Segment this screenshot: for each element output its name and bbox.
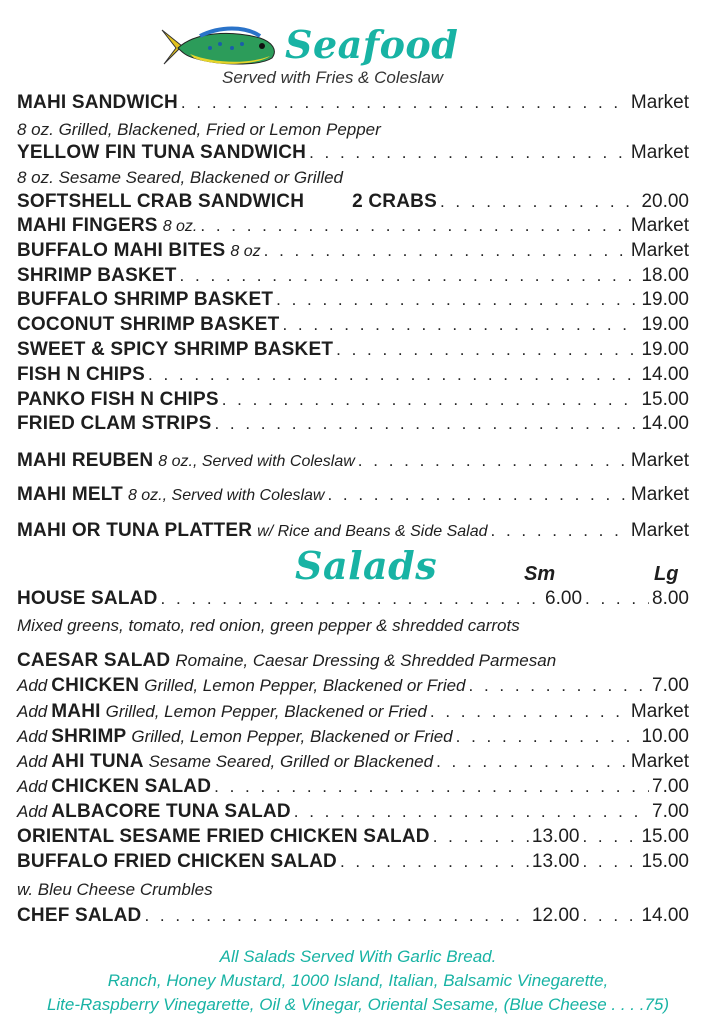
item-note: 8 oz. [162, 218, 198, 235]
item-price: Market [630, 142, 689, 163]
item-price-large: 14.00 [641, 905, 689, 926]
leader-dots [469, 676, 650, 696]
leader-dots [436, 752, 628, 772]
item-description: 8 oz. Sesame Seared, Blackened or Grilled [17, 168, 344, 187]
item-note: Grilled, Lemon Pepper, Blackened or Fried [144, 676, 466, 695]
leader-dots [148, 365, 638, 385]
item-name: MAHI [51, 701, 101, 722]
seafood-subtitle: Served with Fries & Coleslaw [222, 68, 444, 87]
item-name: MAHI FINGERS [17, 215, 158, 236]
item-description: w. Bleu Cheese Crumbles [17, 880, 213, 899]
item-name: MAHI MELT [17, 484, 123, 505]
item-name: YELLOW FIN TUNA SANDWICH [17, 142, 307, 163]
menu-item [17, 851, 689, 875]
item-price: 7.00 [652, 675, 689, 696]
leader-dots [276, 290, 638, 310]
item-name: BUFFALO FRIED CHICKEN SALAD [17, 851, 337, 872]
item-price: 7.00 [652, 801, 689, 822]
item-extra: 2 CRABS [352, 191, 437, 212]
item-name: ORIENTAL SESAME FRIED CHICKEN SALAD [17, 826, 430, 847]
item-name: CHICKEN [51, 675, 140, 696]
item-name: PANKO FISH N CHIPS [17, 389, 219, 410]
leader-dots [358, 451, 628, 471]
item-price: Market [630, 484, 689, 505]
seafood-title: Seafood [285, 22, 459, 67]
menu-item [17, 240, 689, 264]
menu-item [17, 801, 689, 825]
menu-item [17, 588, 689, 612]
item-name: MAHI REUBEN [17, 450, 154, 471]
item-note: Grilled, Lemon Pepper, Blackened or Fried [105, 702, 427, 721]
menu-item [17, 701, 689, 725]
dressing-footer [0, 945, 716, 1017]
column-head-small: Sm [524, 563, 556, 585]
add-prefix: Add [17, 777, 48, 796]
item-name: FRIED CLAM STRIPS [17, 413, 212, 434]
add-prefix: Add [17, 752, 48, 771]
item-description: Mixed greens, tomato, red onion, green pepper & shredded carrots [17, 616, 520, 635]
item-name: SHRIMP [51, 726, 127, 747]
leader-dots [582, 827, 638, 847]
add-prefix: Add [17, 727, 48, 746]
item-name: CHEF SALAD [17, 905, 142, 926]
item-name: MAHI SANDWICH [17, 92, 178, 113]
item-price: Market [630, 215, 689, 236]
item-price-small: 13.00 [531, 851, 580, 872]
item-name: BUFFALO SHRIMP BASKET [17, 289, 274, 310]
item-note: Romaine, Caesar Dressing & Shredded Parmesan [175, 651, 557, 670]
leader-dots [264, 241, 628, 261]
leader-dots [582, 906, 638, 926]
item-name: HOUSE SALAD [17, 588, 158, 609]
footer-line-3: Lite-Raspberry Vinegarette, Oil & Vinegar, Oriental Sesame, (Blue Cheese . . . .75) [46, 995, 670, 1014]
item-price-large: 15.00 [641, 851, 689, 872]
menu-item [17, 520, 689, 544]
column-head-large: Lg [654, 563, 679, 585]
item-price: Market [630, 701, 689, 722]
item-price: 19.00 [641, 289, 689, 310]
item-name: BUFFALO MAHI BITES [17, 240, 226, 261]
item-note: 8 oz., Served with Coleslaw [127, 487, 325, 504]
menu-item [17, 92, 689, 116]
leader-dots [336, 340, 638, 360]
menu-item [17, 191, 689, 215]
item-name: AHI TUNA [51, 751, 144, 772]
leader-dots [456, 727, 639, 747]
item-price: Market [630, 240, 689, 261]
item-name: SWEET & SPICY SHRIMP BASKET [17, 339, 334, 360]
leader-dots [222, 390, 639, 410]
item-price-small: 6.00 [545, 588, 583, 609]
item-note: w/ Rice and Beans & Side Salad [257, 523, 488, 540]
item-price-small: 13.00 [531, 826, 580, 847]
leader-dots [309, 143, 628, 163]
menu-item [17, 484, 689, 508]
footer-line-2: Ranch, Honey Mustard, 1000 Island, Italian, Balsamic Vinegarette, [107, 971, 609, 990]
salads-title: Salads [295, 543, 438, 588]
leader-dots [327, 485, 627, 505]
item-note: 8 oz [230, 243, 261, 260]
item-price-large: 15.00 [641, 826, 689, 847]
item-name: CHICKEN SALAD [51, 776, 212, 797]
leader-dots [282, 315, 638, 335]
item-name: ALBACORE TUNA SALAD [51, 801, 291, 822]
add-prefix: Add [17, 702, 48, 721]
item-name: COCONUT SHRIMP BASKET [17, 314, 280, 335]
menu-item [17, 450, 689, 474]
menu-item [17, 776, 689, 800]
mahi-fish-icon [160, 24, 280, 74]
item-price: Market [630, 751, 689, 772]
menu-item [17, 314, 689, 338]
leader-dots [294, 802, 649, 822]
leader-dots [180, 266, 639, 286]
item-price: Market [630, 520, 689, 541]
leader-dots [582, 852, 638, 872]
leader-dots [214, 414, 638, 434]
item-name: CAESAR SALAD [17, 650, 171, 671]
item-price: 15.00 [641, 389, 689, 410]
leader-dots [440, 192, 639, 212]
item-price: 18.00 [641, 265, 689, 286]
menu-item [17, 364, 689, 388]
menu-item [17, 675, 689, 699]
menu-item [17, 826, 689, 850]
item-price-large: 8.00 [652, 588, 689, 609]
menu-item [17, 265, 689, 289]
menu-item [17, 389, 689, 413]
item-price-small: 12.00 [531, 905, 580, 926]
item-name: SHRIMP BASKET [17, 265, 177, 286]
item-price: 19.00 [641, 314, 689, 335]
add-prefix: Add [17, 676, 48, 695]
leader-dots [200, 216, 628, 236]
leader-dots [214, 777, 649, 797]
item-note: Sesame Seared, Grilled or Blackened [148, 752, 434, 771]
item-price: 20.00 [641, 191, 689, 212]
footer-line-1: All Salads Served With Garlic Bread. [219, 947, 497, 966]
item-price: 14.00 [641, 413, 689, 434]
menu-item [17, 142, 689, 166]
menu-item [17, 905, 689, 929]
item-note: Grilled, Lemon Pepper, Blackened or Fried [131, 727, 453, 746]
item-name: SOFTSHELL CRAB SANDWICH [17, 191, 305, 212]
leader-dots [181, 93, 628, 113]
item-name: MAHI OR TUNA PLATTER [17, 520, 253, 541]
leader-dots [144, 906, 528, 926]
leader-dots [340, 852, 529, 872]
leader-dots [161, 589, 543, 609]
item-price: 7.00 [652, 776, 689, 797]
item-note: 8 oz., Served with Coleslaw [158, 453, 355, 470]
item-price: 19.00 [641, 339, 689, 360]
leader-dots [430, 702, 628, 722]
item-price: 14.00 [641, 364, 689, 385]
add-prefix: Add [17, 802, 48, 821]
menu-item [17, 215, 689, 239]
menu-item [17, 751, 689, 775]
menu-item [17, 289, 689, 313]
menu-item [17, 339, 689, 363]
item-name: FISH N CHIPS [17, 364, 146, 385]
item-price: Market [630, 450, 689, 471]
menu-item [17, 726, 689, 750]
item-description: 8 oz. Grilled, Blackened, Fried or Lemon Pepper [17, 120, 381, 139]
item-price: 10.00 [641, 726, 689, 747]
item-price: Market [630, 92, 689, 113]
leader-dots [433, 827, 529, 847]
menu-item [17, 650, 689, 674]
leader-dots [491, 521, 628, 541]
menu-item [17, 413, 689, 437]
leader-dots [585, 589, 649, 609]
